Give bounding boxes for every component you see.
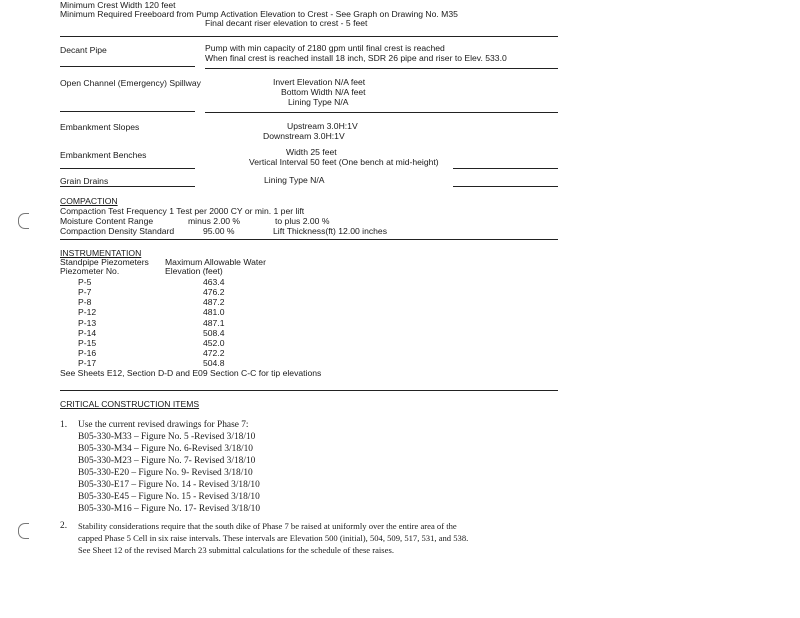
piezometer-elev: 463.4 (203, 277, 225, 287)
item2-line: See Sheet 12 of the revised March 23 submittal calculations for the schedule of these raises. (78, 545, 394, 555)
critical-items-heading: CRITICAL CONSTRUCTION ITEMS (60, 399, 200, 409)
piezometer-id: P-12 (78, 307, 97, 317)
benches-label: Embankment Benches (60, 150, 147, 160)
benches-interval: Vertical Interval 50 feet (One bench at mid-height) (249, 157, 439, 167)
divider (60, 36, 558, 37)
decant-pipe-line2: When final crest is reached install 18 inch, SDR 26 pipe and riser to Elev. 533.0 (205, 53, 507, 63)
lift-thickness: Lift Thickness(ft) 12.00 inches (273, 226, 388, 236)
slopes-upstream: Upstream 3.0H:1V (287, 121, 358, 131)
moisture-label: Moisture Content Range (60, 216, 154, 226)
tip-elevation-note: See Sheets E12, Section D-D and E09 Section C-C for tip elevations (60, 368, 322, 378)
spillway-bottom: Bottom Width N/A feet (281, 87, 366, 97)
piezometer-elev: 487.2 (203, 297, 225, 307)
piezometer-id: P-13 (78, 318, 97, 328)
density-label: Compaction Density Standard (60, 226, 175, 236)
drawing-list-item: B05-330-E17 – Figure No. 14 - Revised 3/18/10 (78, 480, 260, 490)
compaction-heading: COMPACTION (60, 196, 118, 206)
drains-lining: Lining Type N/A (264, 175, 325, 185)
divider (453, 186, 558, 187)
piezometer-col-title: Standpipe Piezometers (60, 257, 149, 267)
crest-width-text: Minimum Crest Width 120 feet (60, 0, 176, 10)
piezometer-id: P-16 (78, 348, 97, 358)
moisture-minus: minus 2.00 % (188, 216, 241, 226)
piezometer-elev: 472.2 (203, 348, 225, 358)
drawing-list-item: B05-330-E20 – Figure No. 9- Revised 3/18/10 (78, 468, 253, 478)
benches-width: Width 25 feet (286, 147, 337, 157)
drawing-list-item: B05-330-E45 – Figure No. 15 - Revised 3/18/10 (78, 492, 260, 502)
divider (205, 112, 558, 113)
instrumentation-heading: INSTRUMENTATION (60, 248, 142, 258)
divider (60, 168, 195, 169)
piezometer-id: P-15 (78, 338, 97, 348)
piezometer-id: P-14 (78, 328, 97, 338)
elevation-col-title: Maximum Allowable Water (165, 257, 266, 267)
piezometer-elev: 481.0 (203, 307, 225, 317)
moisture-plus: to plus 2.00 % (275, 216, 330, 226)
item2-number: 2. (60, 521, 68, 531)
item1-text: Use the current revised drawings for Phase 7: (78, 420, 249, 430)
freeboard-text: Minimum Required Freeboard from Pump Activation Elevation to Crest - See Graph on Drawing No. M35 (60, 9, 458, 19)
decant-riser-text: Final decant riser elevation to crest - 5 feet (205, 18, 368, 28)
divider (205, 68, 558, 69)
divider (60, 66, 195, 67)
piezometer-elev: 487.1 (203, 318, 225, 328)
density-value: 95.00 % (203, 226, 235, 236)
drawing-list-item: B05-330-M23 – Figure No. 7- Revised 3/18/10 (78, 456, 256, 466)
punch-hole-mark (18, 213, 29, 229)
divider (60, 186, 195, 187)
piezometer-elev: 508.4 (203, 328, 225, 338)
drawing-list-item: B05-330-M16 – Figure No. 17- Revised 3/18/10 (78, 504, 261, 514)
item2-line: Stability considerations require that the south dike of Phase 7 be raised at uniformly over the entire area of the (78, 521, 457, 531)
drawing-list-item: B05-330-M34 – Figure No. 6-Revised 3/18/10 (78, 444, 253, 454)
divider (60, 239, 558, 240)
slopes-downstream: Downstream 3.0H:1V (263, 131, 345, 141)
divider (453, 168, 558, 169)
item1-number: 1. (60, 420, 68, 430)
drawing-list-item: B05-330-M33 – Figure No. 5 -Revised 3/18/10 (78, 432, 256, 442)
item2-line: capped Phase 5 Cell in six raise intervals. These intervals are Elevation 500 (initial), 504, 509, 517, 531, and 538. (78, 533, 469, 543)
piezometer-id: P-17 (78, 358, 97, 368)
slopes-label: Embankment Slopes (60, 122, 140, 132)
spillway-lining: Lining Type N/A (288, 97, 349, 107)
divider (60, 111, 195, 112)
divider (60, 390, 558, 391)
decant-pipe-line1: Pump with min capacity of 2180 gpm until final crest is reached (205, 43, 445, 53)
piezometer-id: P-5 (78, 277, 92, 287)
piezometer-elev: 452.0 (203, 338, 225, 348)
piezometer-col-header: Piezometer No. (60, 266, 120, 276)
elevation-col-header: Elevation (feet) (165, 266, 223, 276)
punch-hole-mark (18, 523, 29, 539)
decant-pipe-label: Decant Pipe (60, 45, 107, 55)
piezometer-elev: 504.8 (203, 358, 225, 368)
drains-label: Grain Drains (60, 176, 109, 186)
piezometer-id: P-8 (78, 297, 92, 307)
compaction-frequency: Compaction Test Frequency 1 Test per 2000 CY or min. 1 per lift (60, 206, 305, 216)
spillway-label: Open Channel (Emergency) Spillway (60, 78, 201, 88)
piezometer-id: P-7 (78, 287, 92, 297)
spillway-invert: Invert Elevation N/A feet (273, 77, 366, 87)
piezometer-elev: 476.2 (203, 287, 225, 297)
